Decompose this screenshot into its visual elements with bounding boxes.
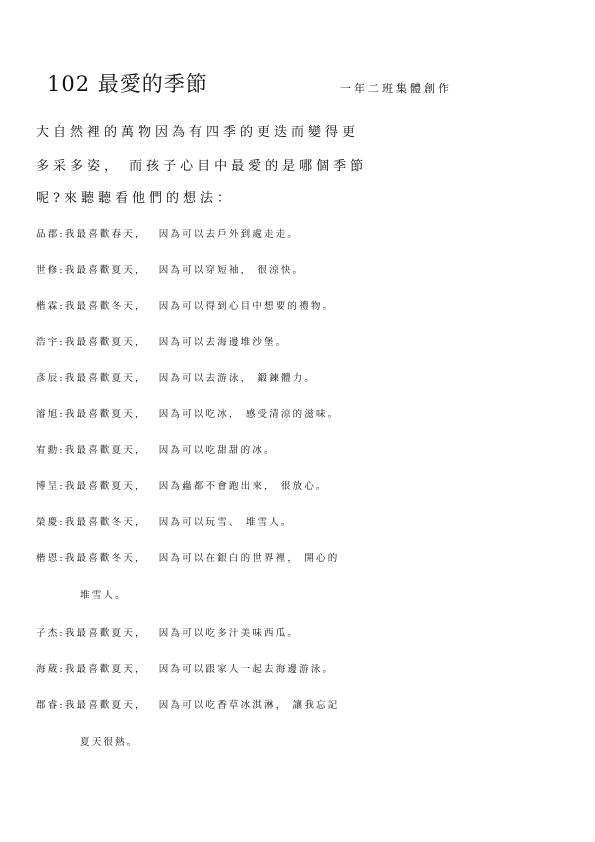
favorite-season: 我最喜歡夏天， [64,628,147,639]
student-name: 郡睿 [36,700,60,711]
favorite-season: 我最喜歡冬天， [64,301,147,312]
favorite-season: 我最喜歡春天， [64,229,147,240]
intro-line-2: 多采多姿， 而孩子心目中最愛的是哪個季節 [36,159,368,174]
reason-text: 因為可以玩雪、 堆雪人。 [158,517,293,528]
entry-row: 海葳:我最喜歡夏天， 因為可以跟家人一起去海邊游泳。 [36,661,334,675]
student-name: 品郡 [36,229,60,240]
reason-text: 因為可以在銀白的世界裡， 開心的 [158,553,340,564]
student-name: 海葳 [36,664,60,675]
student-name: 浩宇 [36,337,60,348]
favorite-season: 我最喜歡夏天， [64,373,147,384]
reason-text: 因為可以吃甜甜的冰。 [158,445,276,456]
student-name: 楷恩 [36,553,60,564]
entry-row: 濬旭:我最喜歡夏天， 因為可以吃冰， 感受清涼的滋味。 [36,406,339,420]
entry-row: 彥辰:我最喜歡夏天， 因為可以去游泳， 鍛鍊體力。 [36,370,316,384]
reason-text: 因為可以去游泳， 鍛鍊體力。 [158,373,317,384]
reason-text: 因為可以跟家人一起去海邊游泳。 [158,664,335,675]
favorite-season: 我最喜歡冬天， [64,517,147,528]
entry-row: 博呈:我最喜歡夏天， 因為蟲都不會跑出來， 很放心。 [36,478,328,492]
entry-row: 浩宇:我最喜歡夏天， 因為可以去海邊堆沙堡。 [36,334,287,348]
student-name: 彥辰 [36,373,60,384]
reason-continuation: 堆雪人。 [80,590,127,601]
favorite-season: 我最喜歡夏天， [64,265,147,276]
entry-row: 楷霖:我最喜歡冬天， 因為可以得到心目中想要的禮物。 [36,298,334,312]
student-name: 濬旭 [36,409,60,420]
favorite-season: 我最喜歡夏天， [64,337,147,348]
student-name: 世修 [36,265,60,276]
reason-text: 因為可以去海邊堆沙堡。 [158,337,288,348]
entry-row: 子杰:我最喜歡夏天， 因為可以吃多汁美味西瓜。 [36,625,299,639]
favorite-season: 我最喜歡夏天， [64,445,147,456]
intro-line-3: 呢?來聽聽看他們的想法： [36,191,234,206]
favorite-season: 我最喜歡夏天， [64,664,147,675]
reason-text: 因為可以去戶外到處走走。 [158,229,300,240]
intro-line-1: 大自然裡的萬物因為有四季的更迭而變得更 [36,125,360,140]
reason-continuation: 夏天很熱。 [80,737,139,748]
student-name: 博呈 [36,481,60,492]
student-name: 宥勳 [36,445,60,456]
entry-row: 品郡:我最喜歡春天， 因為可以去戶外到處走走。 [36,226,299,240]
entry-row: 郡睿:我最喜歡夏天， 因為可以吃香草冰淇淋， 讓我忘記 [36,697,339,711]
reason-text: 因為可以吃冰， 感受清涼的滋味。 [158,409,340,420]
document-title: 102 最愛的季節 [47,72,208,96]
reason-text: 因為蟲都不會跑出來， 很放心。 [158,481,328,492]
reason-text: 因為可以穿短袖， 很涼快。 [158,265,305,276]
entry-row: 榮慶:我最喜歡冬天， 因為可以玩雪、 堆雪人。 [36,514,293,528]
entry-row: 世修:我最喜歡夏天， 因為可以穿短袖， 很涼快。 [36,262,304,276]
favorite-season: 我最喜歡冬天， [64,553,147,564]
favorite-season: 我最喜歡夏天， [64,409,147,420]
entry-row: 楷恩:我最喜歡冬天， 因為可以在銀白的世界裡， 開心的 [36,550,339,564]
student-name: 榮慶 [36,517,60,528]
reason-text: 因為可以得到心目中想要的禮物。 [158,301,335,312]
reason-text: 因為可以吃多汁美味西瓜。 [158,628,300,639]
student-name: 子杰 [36,628,60,639]
favorite-season: 我最喜歡夏天， [64,700,147,711]
reason-text: 因為可以吃香草冰淇淋， 讓我忘記 [158,700,340,711]
entry-row: 宥勳:我最喜歡夏天， 因為可以吃甜甜的冰。 [36,442,276,456]
student-name: 楷霖 [36,301,60,312]
favorite-season: 我最喜歡夏天， [64,481,147,492]
author-byline: 一年二班集體創作 [340,82,452,95]
